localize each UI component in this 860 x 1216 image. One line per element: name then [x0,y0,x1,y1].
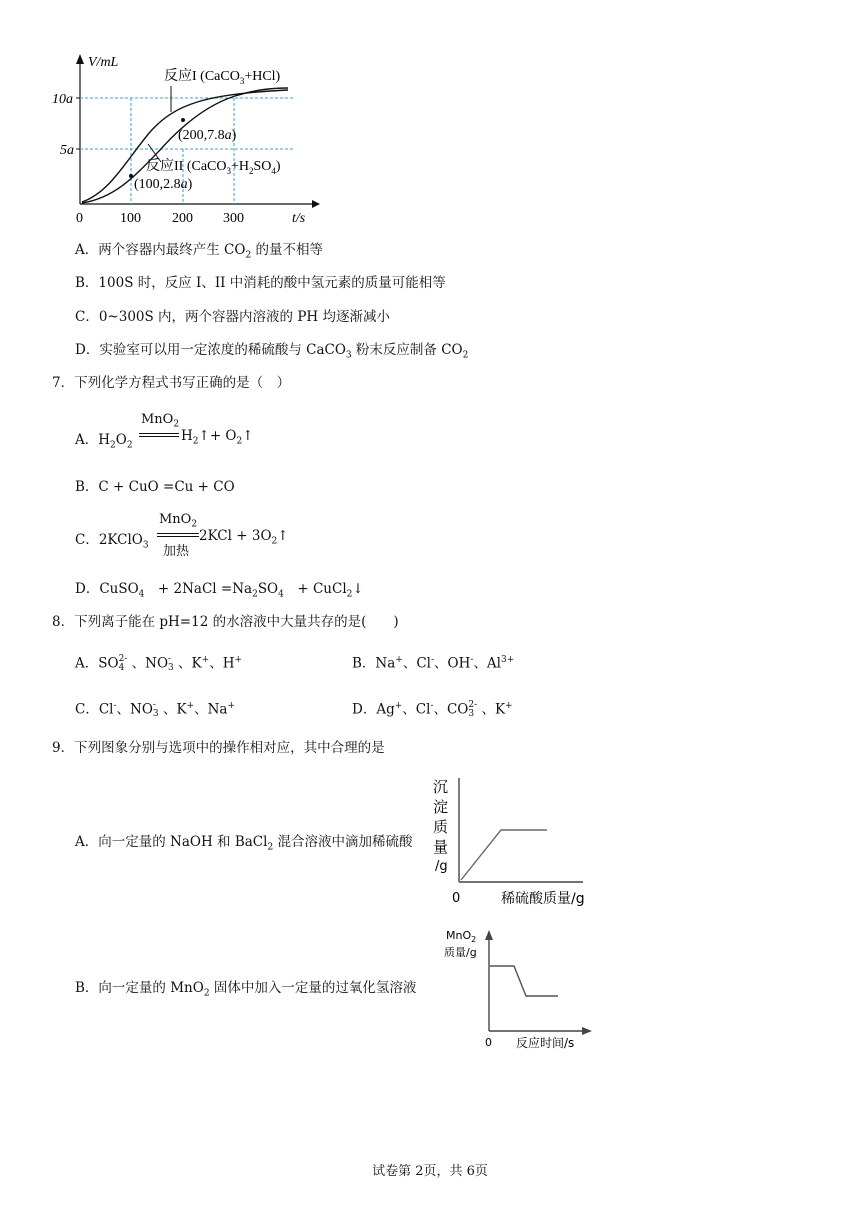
q7-option-a: A．$H_2O_2$ MnO$_2$ $H_2↑+$ $O_2↑$ [75,412,254,451]
q6-option-b: B．100S 时，反应 I、II 中消耗的酸中氢元素的质量可能相等 [75,275,446,291]
fig-b-ylabel-bottom: 质量/g [444,946,477,959]
y-axis-label: V/mL [88,55,119,70]
q8-option-c: C．Cl-、NO - 3 、K+、Na+ [75,700,236,719]
x-tick-200: 200 [172,211,193,226]
q8-option-d: D．Ag+、Cl-、CO 2- 3 、K+ [352,700,513,719]
fig-a-ylabel-4: 量 [433,838,449,856]
fig-b-origin: 0 [485,1036,492,1049]
q7-stem: 7．下列化学方程式书写正确的是（ ） [52,375,291,391]
fig-b-xlabel: 反应时间/s [516,1036,575,1050]
curve2-label: 反应II $(CaCO_3+H_2SO_4)$ [146,159,281,176]
precipitate-mass-graph [425,772,610,912]
q8-stem: 8．下列离子能在 pH=12 的水溶液中大量共存的是( ) [52,614,399,630]
fig-b-ylabel-top: MnO$_2$ [446,929,477,944]
fig-a-ylabel-1: 沉 [433,778,449,796]
fig-a-ylabel-3: 质 [433,818,449,836]
x-tick-300: 300 [223,211,244,226]
fig-a-origin: 0 [452,891,461,906]
fig-a-ylabel-5: /g [435,859,448,874]
q7-option-c: C．2KClO$_3$ MnO$_2$ 加热 $2KCl + 3O_2↑$ [75,512,289,559]
reaction-volume-graph [52,52,320,232]
q8-option-b: B．Na+、Cl-、OH-、$Al^{3+}$ [352,655,515,672]
x-tick-100: 100 [120,211,141,226]
q6-option-d: D．实验室可以用一定浓度的稀硫酸与 CaCO$_3$ 粉末反应制备 $CO_2$ [75,342,469,361]
x-tick-0: 0 [76,211,83,226]
q9-option-a: A．向一定量的 NaOH 和 BaCl$_2$ 混合溶液中滴加稀硫酸 [75,834,413,853]
q6-option-a: A．两个容器内最终产生 $CO_2$ 的量不相等 [75,242,323,261]
y-tick-5a: 5a [60,143,74,158]
point2-label: (100,2.8a) [134,177,193,192]
q9-option-b: B．向一定量的 MnO$_2$ 固体中加入一定量的过氧化氢溶液 [75,980,417,999]
page-footer: 试卷第 2页，共 6页 [372,1164,488,1179]
curve1-label: 反应I (CaCO$_3$+HCl) [164,69,281,86]
q7-option-b: B．C + CuO =Cu + CO [75,479,235,495]
q8-option-a: A．SO 2- 4 、NO - 3 、K+、H+ [75,654,243,673]
q7-option-d: D．CuSO$_4$ + 2NaCl $=Na_2SO_4$ + CuCl$_2$↓ [75,581,364,600]
y-tick-10a: 10a [52,92,73,107]
mno2-mass-graph [440,924,600,1052]
q9-stem: 9．下列图象分别与选项中的操作相对应，其中合理的是 [52,740,385,756]
x-axis-label: t/s [292,211,306,226]
q6-option-c: C．0~300S 内，两个容器内溶液的 PH 均逐渐减小 [75,309,390,325]
fig-a-ylabel-2: 淀 [433,798,449,816]
fig-a-xlabel: 稀硫酸质量/g [501,891,585,907]
point1-label: (200,7.8a) [178,128,237,143]
